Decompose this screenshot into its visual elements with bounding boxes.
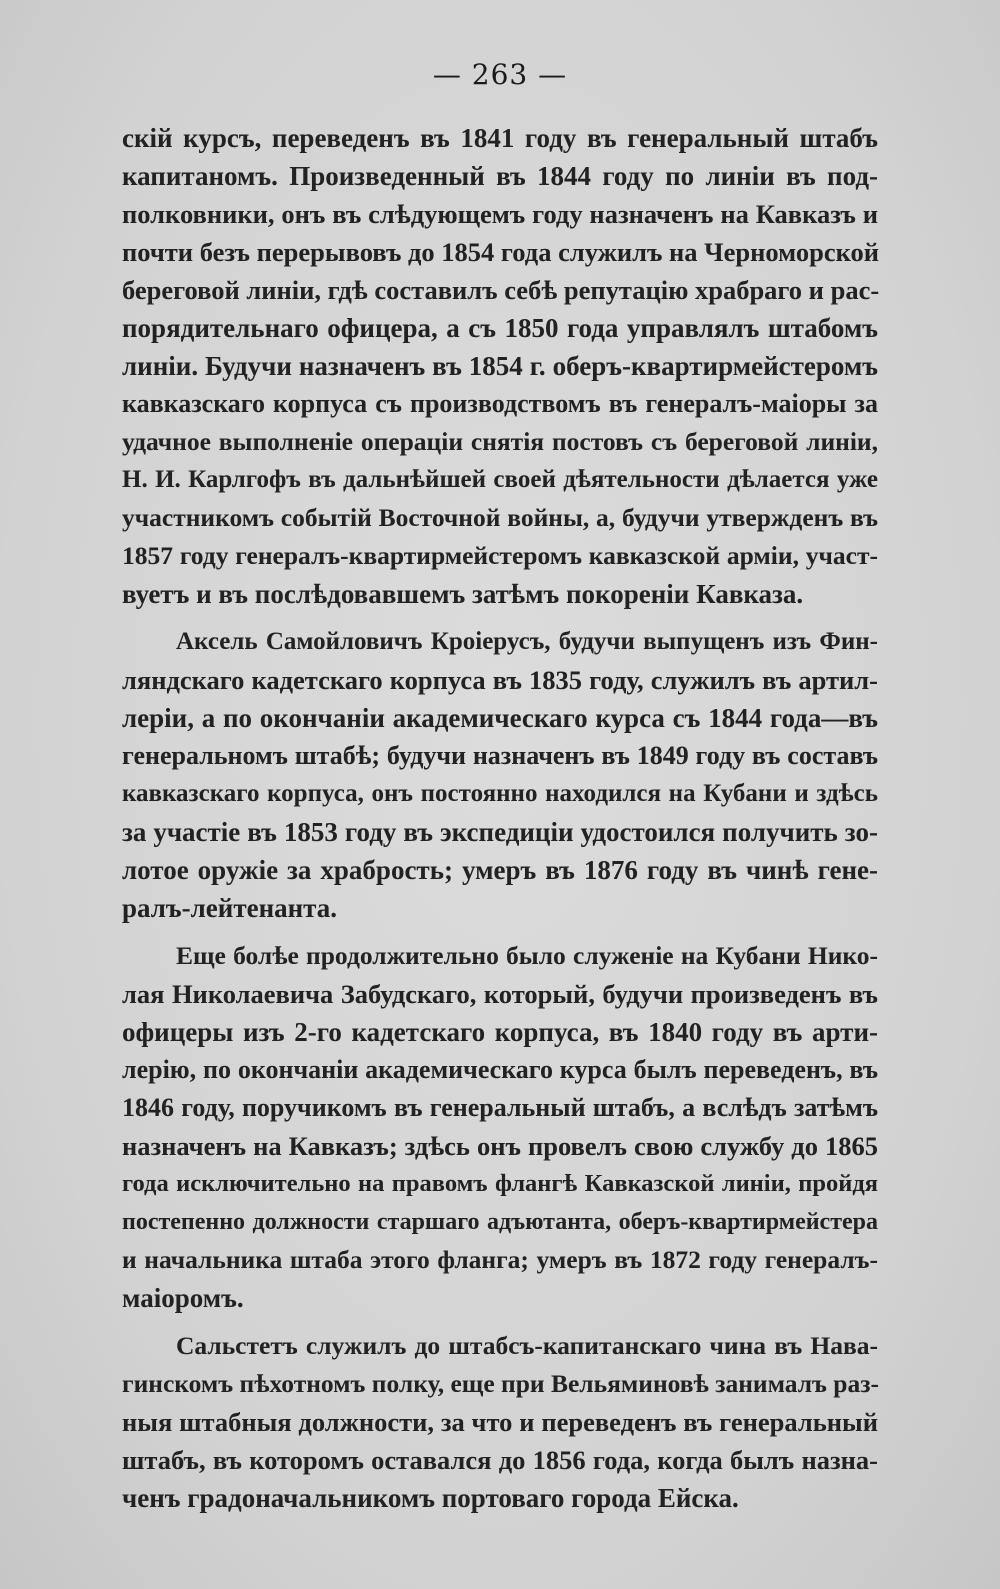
text-line: штабъ, въ которомъ оставался до 1856 года, когда былъ назна- <box>122 1445 878 1475</box>
text-line: порядительнаго офицера, а съ 1850 года управлялъ штабомъ <box>122 313 878 343</box>
text-line: лерію, по окончаніи академическаго курса былъ переведенъ, въ <box>122 1055 878 1084</box>
text-line: лотое оружіе за храбрость; умеръ въ 1876 году въ чинѣ гене- <box>122 855 878 885</box>
text-line: назначенъ на Кавказъ; здѣсь онъ провелъ свою службу до 1865 <box>122 1131 878 1161</box>
text-line: ляндскаго кадетскаго корпуса въ 1835 году, служилъ въ артил- <box>122 665 878 695</box>
text-line: ченъ градоначальникомъ портоваго города Ейска. <box>122 1483 739 1513</box>
page-number: — 263 — <box>432 58 568 91</box>
text-line: Еще болѣе продолжительно было служеніе на Кубани Нико- <box>176 941 878 970</box>
text-line: маіоромъ. <box>122 1283 244 1313</box>
text-line: участникомъ событій Восточной войны, а, будучи утвержденъ въ <box>122 503 878 532</box>
text-line: лая Николаевича Забудскаго, который, будучи произведенъ въ <box>122 979 878 1009</box>
text-line: почти безъ перерывовъ до 1854 года служилъ на Черноморской <box>122 237 880 267</box>
text-line: леріи, а по окончаніи академическаго курса съ 1844 года—въ <box>122 703 878 733</box>
text-line: офицеры изъ 2-го кадетскаго корпуса, въ 1840 году въ арти- <box>122 1017 878 1047</box>
text-line: Сальстетъ служилъ до штабсъ-капитанскаго чина въ Нава- <box>176 1331 878 1360</box>
text-line: и начальника штаба этого фланга; умеръ въ 1872 году генералъ- <box>122 1245 878 1274</box>
text-line: береговой линіи, гдѣ составилъ себѣ репутацію храбраго и рас- <box>122 275 880 305</box>
text-line: капитаномъ. Произведенный въ 1844 году по линіи въ под- <box>122 161 878 191</box>
text-line: вуетъ и въ послѣдовавшемъ затѣмъ покореніи Кавказа. <box>122 579 804 609</box>
text-line: линіи. Будучи назначенъ въ 1854 г. оберъ-квартирмейстеромъ <box>122 351 878 381</box>
text-line: кавказскаго корпуса съ производствомъ въ генералъ-маіоры за <box>122 389 878 418</box>
text-line: ралъ-лейтенанта. <box>122 893 338 923</box>
text-line: Аксель Самойловичъ Кроіерусъ, будучи выпущенъ изъ Фин- <box>176 628 878 655</box>
text-line: постепенно должности старшаго адъютанта, оберъ-квартирмейстера <box>122 1209 878 1235</box>
text-line: Н. И. Карлгофъ въ дальнѣйшей своей дѣятельности дѣлается уже <box>122 466 878 493</box>
text-line: генеральномъ штабѣ; будучи назначенъ въ 1849 году въ составъ <box>122 741 878 770</box>
text-line: полковники, онъ въ слѣдующемъ году назначенъ на Кавказъ и <box>122 199 878 229</box>
text-line: за участіе въ 1853 году въ экспедиціи удостоился получить зо- <box>122 817 878 847</box>
text-line: 1846 году, поручикомъ въ генеральный штабъ, а вслѣдъ затѣмъ <box>122 1093 878 1122</box>
text-line: года исключительно на правомъ флангѣ Кавказской линіи, пройдя <box>122 1170 878 1197</box>
text-line: ныя штабныя должности, за что и переведенъ въ генеральный <box>122 1407 878 1437</box>
text-line: скій курсъ, переведенъ въ 1841 году въ генеральный штабъ <box>122 123 878 153</box>
text-line: гинскомъ пѣхотномъ полку, еще при Вельяминовѣ занималъ раз- <box>122 1369 879 1398</box>
text-line: 1857 году генералъ-квартирмейстеромъ кавказской арміи, участ- <box>122 541 878 570</box>
text-line: удачное выполненіе операціи снятія постовъ съ береговой линіи, <box>122 427 878 456</box>
text-line: кавказскаго корпуса, онъ постоянно находился на Кубани и здѣсь <box>122 780 878 807</box>
